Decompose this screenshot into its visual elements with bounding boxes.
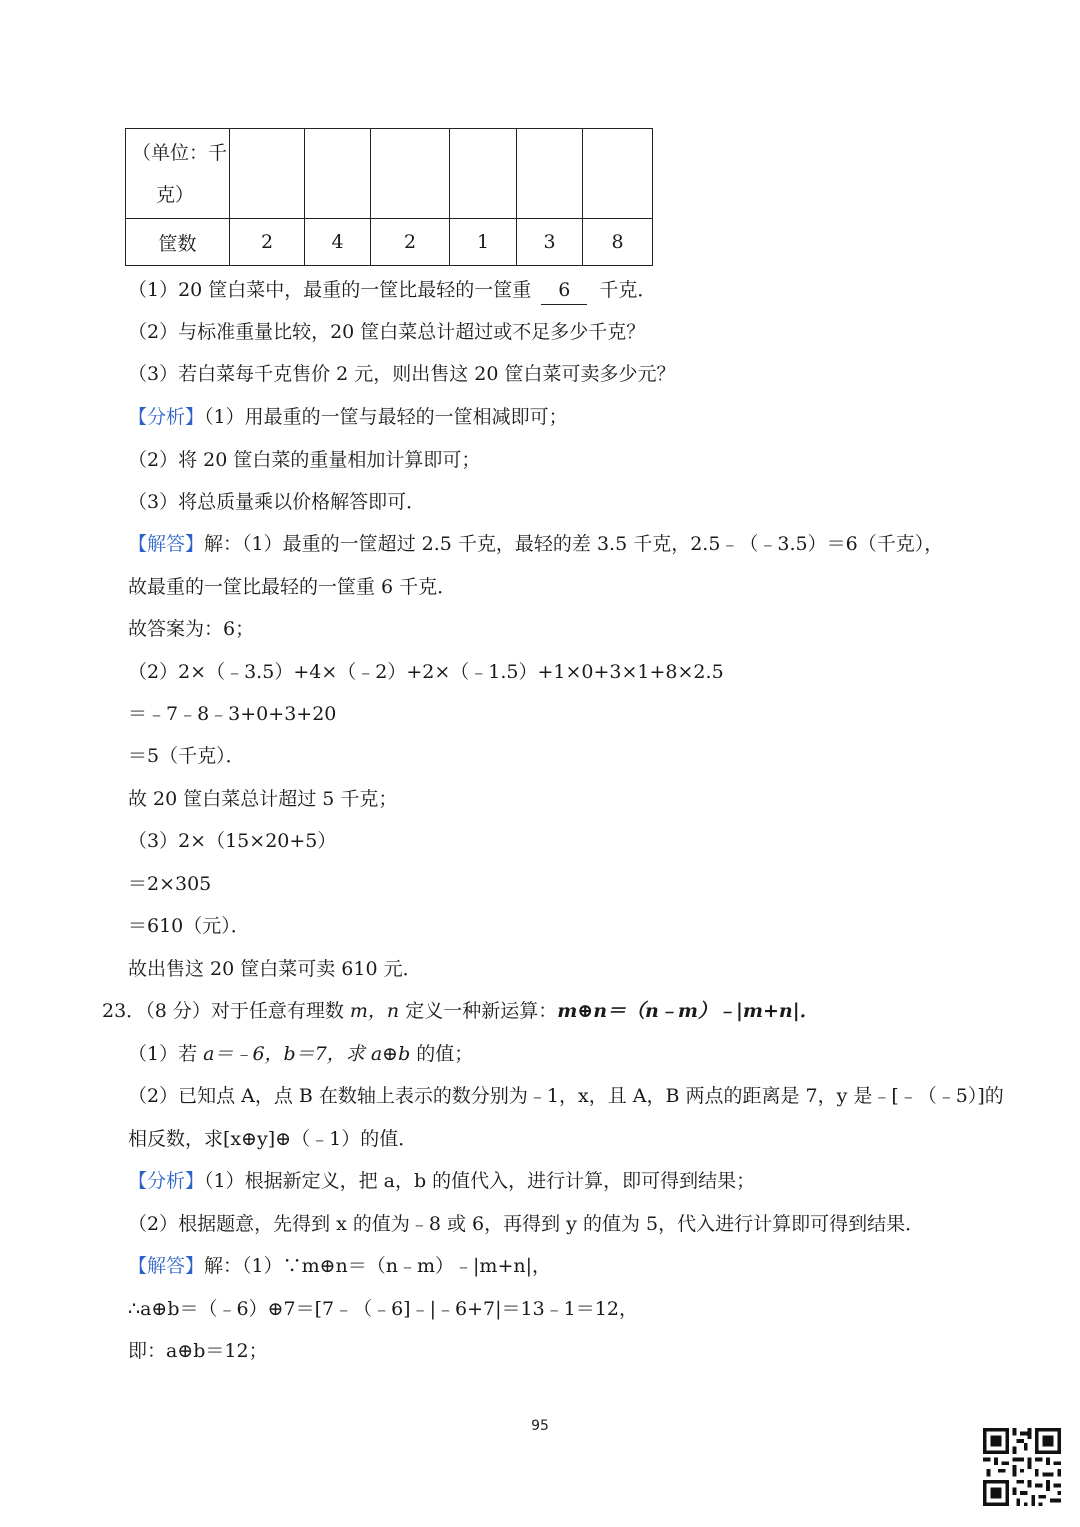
solution-line-9: ＝2×305: [128, 873, 212, 895]
question-line-1: [128, 276, 656, 305]
page-number: 95: [531, 1418, 549, 1434]
question-1-unit: 千克．: [599, 279, 657, 301]
count-cell: 4: [305, 219, 371, 266]
table-row: [126, 129, 653, 219]
count-cell: 3: [517, 219, 583, 266]
answer-blank: 6: [541, 276, 587, 305]
solution-line-6: ＝5（千克）．: [128, 745, 245, 767]
solution-line-1: [128, 530, 943, 558]
question-23-part-1: [128, 1040, 473, 1068]
question-23-heading: [102, 997, 819, 1025]
table-cell: [517, 129, 583, 219]
question-vars: m，n: [349, 1000, 400, 1022]
q23-solution-line-3: 即：a⊕b＝12；: [128, 1340, 268, 1362]
table-cell: [305, 129, 371, 219]
question-number: 23．: [102, 1000, 146, 1022]
analysis-tag: 【分析】: [128, 1170, 205, 1192]
count-cell: 8: [583, 219, 653, 266]
solution-line-8: （3）2×（15×20+5）: [128, 830, 337, 852]
solution-tag: 【解答】: [128, 533, 205, 555]
solution-text: 解：（1）最重的一筐超过 2.5 千克，最轻的差 3.5 千克，2.5﹣（﹣3.5）＝6（千克），: [204, 533, 944, 555]
question-23-part-2-line-1: （2）已知点 A，点 B 在数轴上表示的数分别为﹣1，x，且 A，B 两点的距离是 7，y 是﹣[﹣（﹣5）]的: [128, 1085, 1004, 1107]
count-label-cell: 筐数: [126, 219, 230, 266]
table-row: [126, 219, 653, 266]
count-cell: 2: [371, 219, 450, 266]
solution-line-3: 故答案为：6；: [128, 618, 255, 640]
part-1-prefix: （1）若: [128, 1043, 204, 1065]
solution-line-2: 故最重的一筐比最轻的一筐重 6 千克．: [128, 576, 457, 598]
unit-label-line2: 克）: [156, 183, 195, 206]
analysis-line-2: （2）将 20 筐白菜的重量相加计算即可；: [128, 449, 481, 471]
analysis-text: （1）根据新定义，把 a，b 的值代入，进行计算，即可得到结果；: [204, 1170, 756, 1192]
operation-formula: m⊕n＝（n﹣m）﹣|m+n|．: [557, 1000, 819, 1022]
table-cell: [230, 129, 305, 219]
question-intro-2: 定义一种新运算：: [405, 1000, 558, 1022]
q23-analysis-line-2: （2）根据题意，先得到 x 的值为﹣8 或 6，再得到 y 的值为 5，代入进行计算即可得到结果．: [128, 1213, 925, 1235]
question-line-3: （3）若白菜每千克售价 2 元，则出售这 20 筐白菜可卖多少元？: [128, 363, 676, 385]
part-1-math: a＝﹣6，b＝7，求 a⊕b: [203, 1043, 411, 1065]
table-cell: [371, 129, 450, 219]
solution-line-10: ＝610（元）．: [128, 915, 250, 937]
analysis-line-3: （3）将总质量乘以价格解答即可．: [128, 491, 426, 513]
table-cell: [450, 129, 517, 219]
solution-line-11: 故出售这 20 筐白菜可卖 610 元．: [128, 958, 422, 980]
table-cell: [583, 129, 653, 219]
solution-tag: 【解答】: [128, 1255, 205, 1277]
question-line-2: （2）与标准重量比较，20 筐白菜总计超过或不足多少千克？: [128, 321, 646, 343]
count-cell: 1: [450, 219, 517, 266]
question-1-text: （1）20 筐白菜中，最重的一筐比最轻的一筐重: [128, 279, 532, 301]
count-cell: 2: [230, 219, 305, 266]
unit-label-line1: （单位：千: [132, 141, 228, 164]
q23-solution-line-2: ∴a⊕b＝（﹣6）⊕7＝[7﹣（﹣6]﹣|﹣6+7|＝13﹣1＝12，: [128, 1298, 638, 1320]
part-1-suffix: 的值；: [410, 1043, 474, 1065]
solution-line-5: ＝﹣7﹣8﹣3+0+3+20: [128, 703, 337, 725]
question-23-part-2-line-2: 相反数，求[x⊕y]⊕（﹣1）的值．: [128, 1128, 418, 1150]
analysis-line-1: [128, 403, 568, 431]
weight-table: [125, 128, 653, 266]
unit-label-cell: [126, 129, 230, 219]
q23-analysis-line-1: [128, 1167, 755, 1195]
solution-line-4: （2）2×（﹣3.5）+4×（﹣2）+2×（﹣1.5）+1×0+3×1+8×2.5: [128, 661, 724, 683]
q23-solution-line-1: [128, 1252, 551, 1280]
solution-text: 解：（1）∵m⊕n＝（n﹣m）﹣|m+n|，: [204, 1255, 552, 1277]
analysis-tag: 【分析】: [128, 406, 205, 428]
solution-line-7: 故 20 筐白菜总计超过 5 千克；: [128, 788, 398, 810]
analysis-text: （1）用最重的一筐与最轻的一筐相减即可；: [204, 406, 568, 428]
question-intro: （8 分）对于任意有理数: [145, 1000, 344, 1022]
qr-code-icon: [983, 1428, 1061, 1506]
